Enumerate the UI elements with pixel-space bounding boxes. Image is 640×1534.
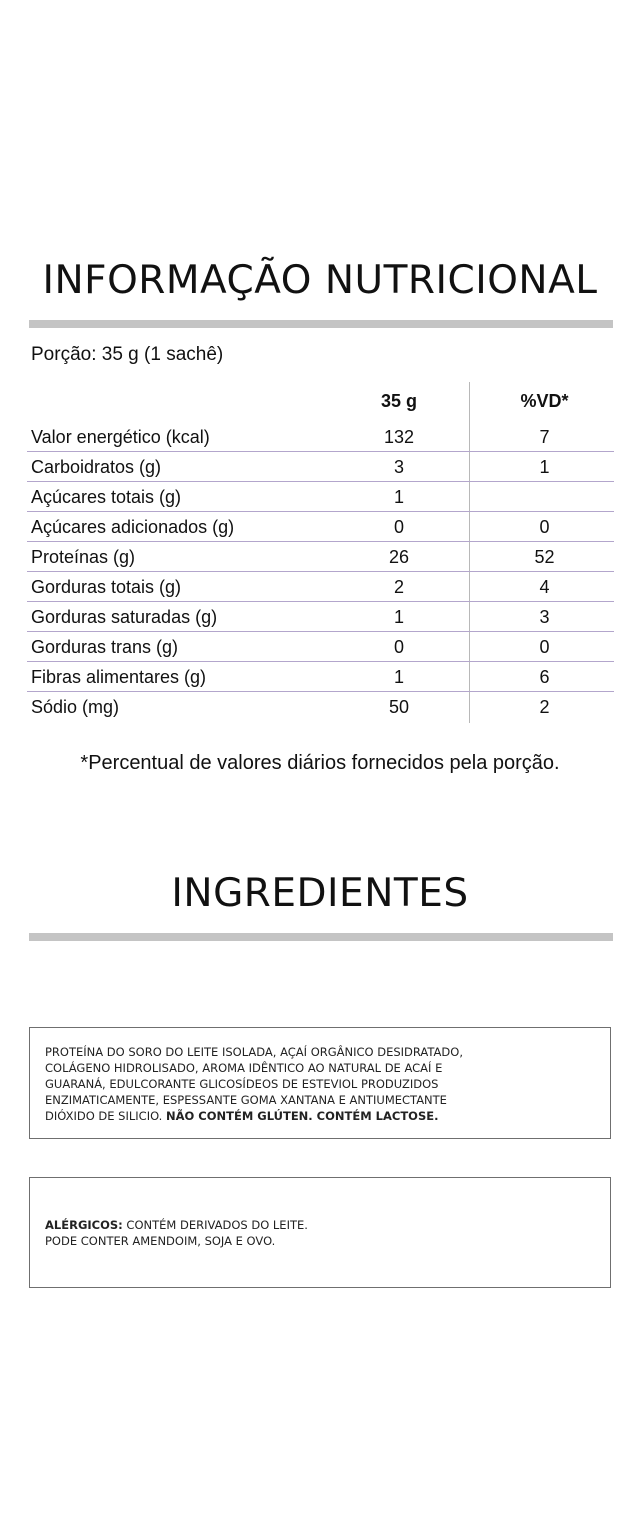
allergens-line-2: PODE CONTER AMENDOIM, SOJA E OVO.	[45, 1234, 276, 1248]
table-row	[27, 602, 614, 632]
nutrient-name: Carboidratos (g)	[31, 457, 162, 477]
nutrient-amount: 1	[393, 607, 404, 627]
nutrient-daily-value: 3	[539, 607, 550, 627]
table-row	[27, 632, 614, 662]
ingredients-title: INGREDIENTES	[171, 871, 469, 916]
allergens-text: CONTÉM DERIVADOS DO LEITE.	[126, 1218, 308, 1232]
nutrient-daily-value: 1	[539, 457, 550, 477]
ingredients-last-line: DIÓXIDO DE SILICIO.	[45, 1109, 163, 1123]
table-row	[27, 692, 614, 721]
table-row	[27, 662, 614, 692]
ingredients-line: ENZIMATICAMENTE, ESPESSANTE GOMA XANTANA E ANTIUMECTANTE	[45, 1093, 447, 1107]
header-daily-value: %VD*	[520, 391, 569, 411]
nutrient-daily-value: 0	[539, 637, 550, 657]
allergens-label: ALÉRGICOS:	[45, 1218, 123, 1232]
nutrient-name: Açúcares adicionados (g)	[31, 517, 235, 537]
table-body	[27, 422, 614, 721]
nutrient-name: Gorduras totais (g)	[31, 577, 182, 597]
nutrient-amount: 50	[388, 697, 410, 717]
table-row	[27, 542, 614, 572]
allergens-box	[29, 1177, 611, 1288]
allergens-line	[45, 1217, 596, 1233]
nutrient-daily-value: 4	[539, 577, 550, 597]
nutrient-name: Proteínas (g)	[31, 547, 136, 567]
nutrient-daily-value: 52	[534, 547, 555, 567]
table-header	[27, 382, 614, 422]
nutrient-name: Açúcares totais (g)	[31, 487, 182, 507]
nutrient-daily-value: 2	[539, 697, 550, 717]
nutrient-amount: 2	[393, 577, 404, 597]
ingredients-box	[29, 1027, 611, 1139]
nutrient-name: Gorduras saturadas (g)	[31, 607, 218, 627]
ingredients-line: PROTEÍNA DO SORO DO LEITE ISOLADA, AÇAÍ ORGÂNICO DESIDRATADO,	[45, 1045, 463, 1059]
ingredients-line: GUARANÁ, EDULCORANTE GLICOSÍDEOS DE ESTEVIOL PRODUZIDOS	[45, 1077, 439, 1091]
table-row	[27, 482, 614, 512]
nutrient-daily-value: 0	[539, 517, 550, 537]
nutrition-title: INFORMAÇÃO NUTRICIONAL	[42, 258, 598, 303]
nutrient-amount: 1	[393, 667, 404, 687]
nutrient-amount: 0	[393, 637, 404, 657]
nutrient-amount: 26	[388, 547, 410, 567]
portion-size: Porção: 35 g (1 sachê)	[31, 344, 224, 365]
nutrient-name: Sódio (mg)	[31, 697, 120, 717]
table-row	[27, 422, 614, 452]
nutrient-amount: 132	[383, 427, 415, 447]
nutrient-amount: 1	[393, 487, 404, 507]
daily-value-footnote: *Percentual de valores diários fornecidos pela porção.	[80, 752, 560, 774]
table-row	[27, 452, 614, 482]
gluten-lactose-note: NÃO CONTÉM GLÚTEN. CONTÉM LACTOSE.	[165, 1109, 439, 1123]
ingredients-line: COLÁGENO HIDROLISADO, AROMA IDÊNTICO AO NATURAL DE ACAÍ E	[45, 1061, 443, 1075]
nutrition-divider	[29, 320, 613, 328]
nutrient-name: Valor energético (kcal)	[31, 427, 210, 447]
nutrition-table	[27, 382, 614, 721]
ingredients-divider	[29, 933, 613, 941]
table-row	[27, 572, 614, 602]
nutrient-name: Fibras alimentares (g)	[31, 667, 207, 687]
header-amount: 35 g	[380, 391, 418, 411]
table-row	[27, 512, 614, 542]
nutrient-amount: 0	[393, 517, 404, 537]
nutrient-daily-value: 6	[539, 667, 550, 687]
nutrient-name: Gorduras trans (g)	[31, 637, 179, 657]
nutrient-daily-value: 7	[539, 427, 550, 447]
nutrient-amount: 3	[393, 457, 404, 477]
ingredients-line	[45, 1108, 596, 1124]
